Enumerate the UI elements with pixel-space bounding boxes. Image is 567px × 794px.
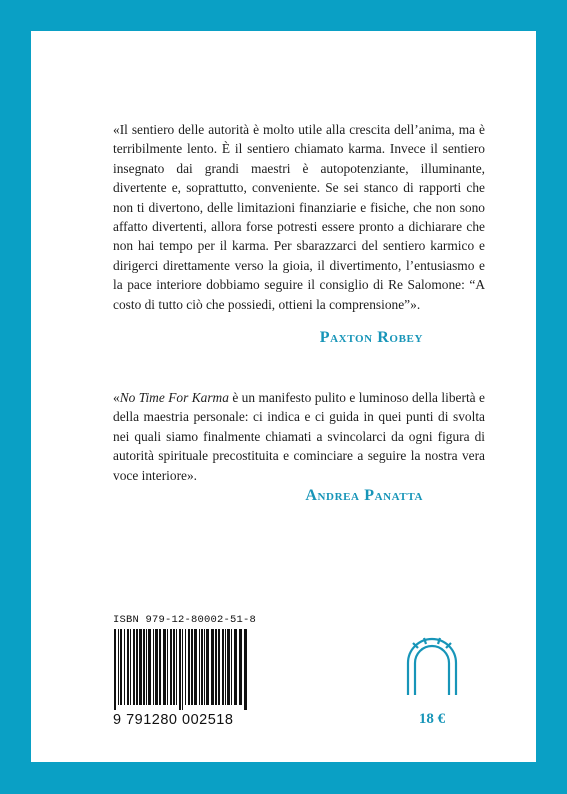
price-label: 18 € <box>418 711 446 727</box>
quote-paxton-robey: «Il sentiero delle autorità è molto utile alla crescita dell’anima, ma è terribilmente lento. È il sentiero chiamato karma. Invece il sentiero insegnato dai grandi maestri è autopotenziante, illuminante, divertente e, soprattutto, conveniente. Se sei stanco di rapporti che non ti divertono, delle limitazioni finanziarie e fisiche, che non sono affatto divertenti, allora forse potresti essere pronto a dichiarare che non hai tempo per il karma. Per sbarazzarci del sentiero karmico e dirigerci direttamente verso la gioia, il divertimento, l’entusiasmo e la pace interiore dobbiamo seguire il consiglio di Re Salomone: “A costo di tutto ciò che possiedi, ottieni la comprensione”». <box>113 122 485 312</box>
back-cover <box>31 31 536 762</box>
book-title: No Time For Karma <box>119 390 229 405</box>
barcode-icon <box>113 629 249 710</box>
quote-body: è un manifesto pulito e luminoso della libertà e della maestria personale: ci indica e ci guida in quei punti di svolta nei quali siamo finalmente chiamati a svincolarci da ogni figura di autorità spirituale precostituita e cominciare a seguire la nostra vera voce interiore». <box>113 390 485 483</box>
author-paxton-robey: Paxton Robey <box>319 329 423 346</box>
quote-andrea-panatta <box>113 388 485 485</box>
quote-open-mark: « <box>113 390 120 405</box>
ean-digits: 9 791280 002518 <box>113 712 234 728</box>
author-andrea-panatta: Andrea Panatta <box>305 487 423 504</box>
arch-logo-icon <box>402 633 462 697</box>
isbn-label: ISBN 979-12-80002-51-8 <box>113 614 257 626</box>
